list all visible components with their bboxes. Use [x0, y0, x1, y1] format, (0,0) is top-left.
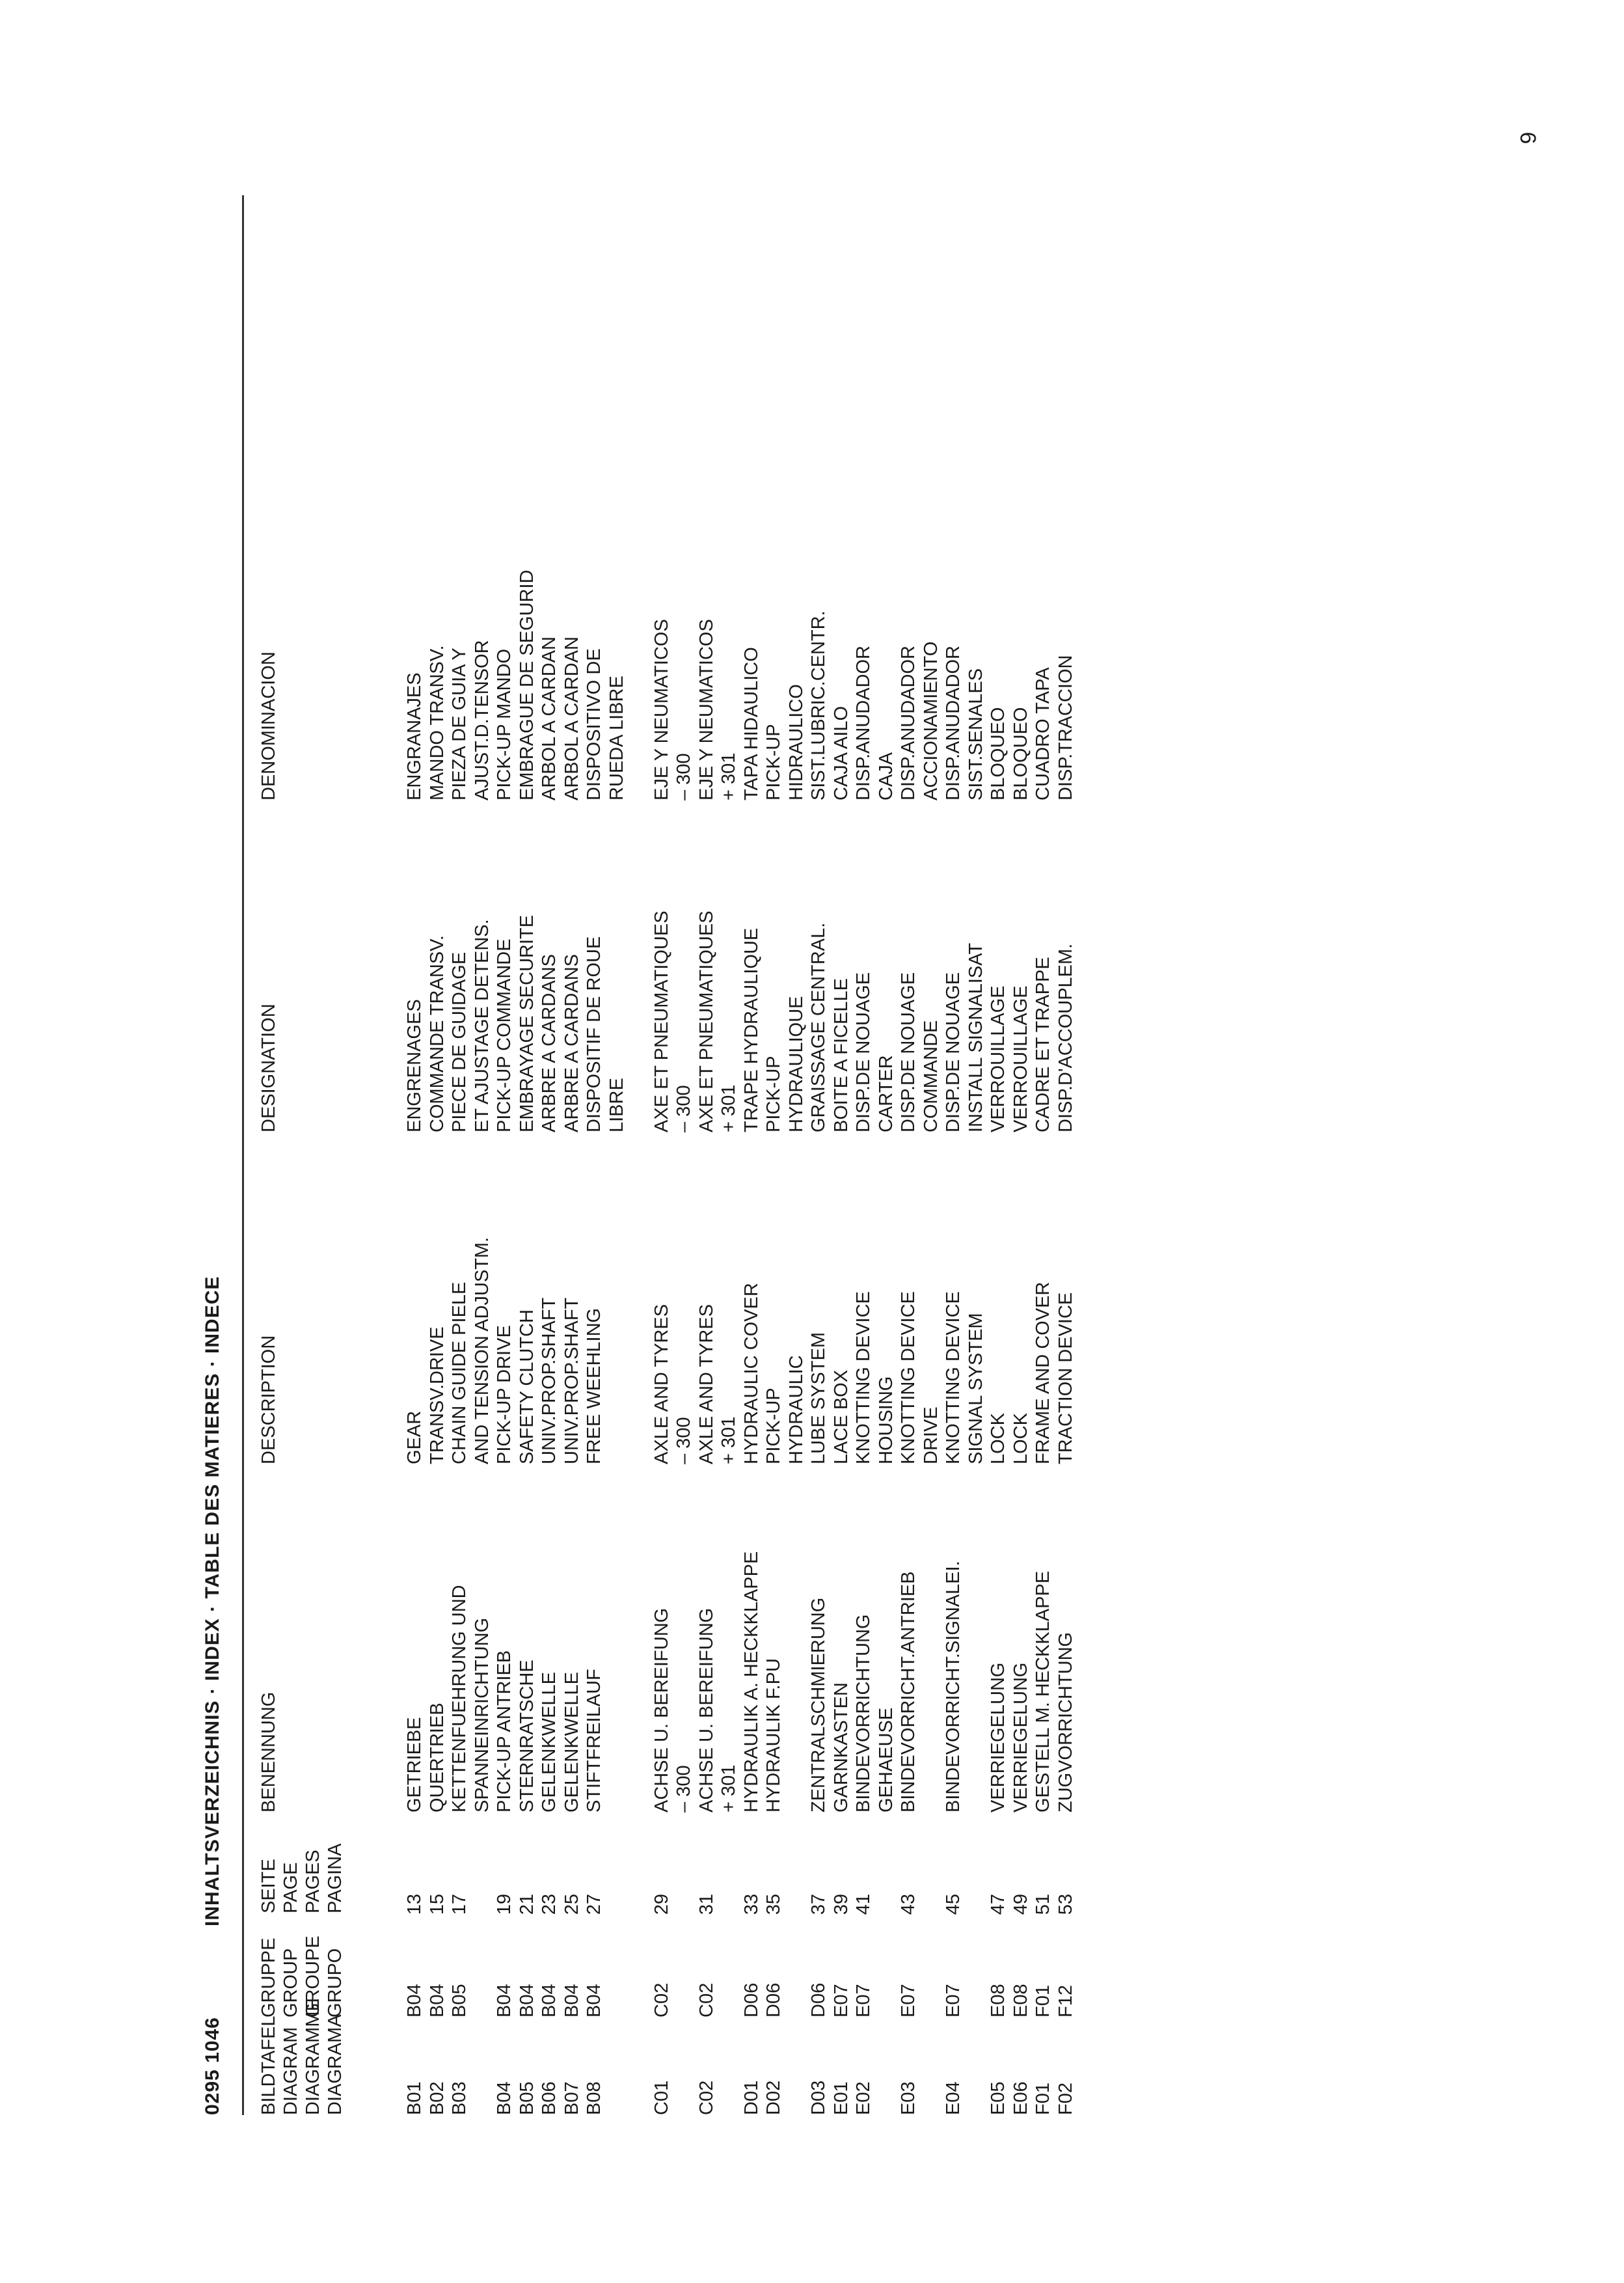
description-cell [1055, 1292, 1077, 1464]
page-cell: 15 [426, 1894, 448, 1915]
benennung-line: VERRIEGELUNG [988, 1662, 1008, 1812]
denominacion-cell [403, 672, 426, 800]
page-cell: 37 [808, 1894, 829, 1915]
diagram-cell: E04 [943, 2081, 964, 2115]
designation-cell [987, 985, 1010, 1132]
column-header-line: GROUP [280, 1948, 301, 2017]
group-cell: B04 [584, 1984, 604, 2017]
designation-cell [740, 928, 763, 1132]
benennung-cell [763, 1658, 785, 1812]
denominacion-cell [830, 706, 853, 800]
benennung-line: GESTELL M. HECKKLAPPE [1033, 1570, 1053, 1812]
document-header [195, 195, 234, 2115]
description-cell [852, 1291, 897, 1464]
denominacion-cell [987, 707, 1010, 800]
benennung-line: GELENKWELLE [539, 1672, 560, 1812]
designation-cell [561, 954, 584, 1132]
column-header-line: DESCRIPTION [258, 1335, 279, 1464]
benennung-cell [942, 1561, 965, 1812]
diagram-cell: D01 [740, 2080, 762, 2115]
denominacion-line: + 301 [718, 752, 739, 800]
benennung-cell [426, 1702, 449, 1812]
designation-cell [1032, 957, 1055, 1132]
denominacion-line: AJUST.D.TENSOR [471, 640, 493, 800]
description-line: LOCK [988, 1413, 1008, 1464]
denominacion-cell [651, 619, 696, 800]
description-line: GEAR [404, 1410, 425, 1464]
designation-line: PICK-UP COMMANDE [494, 938, 515, 1132]
description-line: TRACTION DEVICE [1055, 1292, 1076, 1464]
diagram-cell: B02 [426, 2081, 448, 2115]
description-cell [740, 1283, 763, 1464]
denominacion-line: DISP.ANUDADOR [943, 646, 964, 800]
benennung-cell [403, 1717, 426, 1812]
denominacion-cell [426, 646, 449, 801]
designation-cell [583, 936, 628, 1132]
benennung-line: – 300 [673, 1765, 694, 1812]
group-cell: B04 [494, 1984, 515, 2017]
designation-cell [516, 915, 539, 1132]
designation-line: VERROUILLAGE [1010, 985, 1031, 1132]
page-cell: 21 [516, 1894, 537, 1915]
column-header-line: PAGES [303, 1850, 323, 1913]
column-headers [258, 195, 375, 2115]
page-number: 6 [1515, 131, 1540, 144]
description-cell [403, 1411, 426, 1464]
group-cell: B04 [426, 1984, 448, 2017]
group-cell: C02 [696, 1982, 717, 2017]
benennung-cell [740, 1552, 763, 1812]
description-line: DRIVE [920, 1406, 941, 1464]
diagram-cell: E01 [830, 2081, 852, 2115]
denominacion-line: – 300 [673, 753, 694, 800]
designation-line: PICK-UP [763, 1056, 784, 1132]
designation-line: CARTER [875, 1055, 897, 1132]
designation-line: COMMANDE TRANSV. [426, 935, 448, 1132]
benennung-line: VERRIEGELUNG [1010, 1662, 1031, 1812]
benennung-cell [830, 1682, 853, 1812]
benennung-cell [1010, 1663, 1033, 1812]
diagram-cell: B04 [494, 2081, 515, 2115]
description-line: KNOTTING DEVICE [898, 1291, 919, 1464]
column-header-line: PAGE [280, 1862, 301, 1913]
denominacion-line: DISPOSITIVO DE [584, 648, 604, 800]
group-cell: E08 [988, 1984, 1008, 2017]
diagram-cell: B05 [516, 2081, 537, 2115]
description-line: SIGNAL SYSTEM [965, 1313, 986, 1464]
diagram-cell: E02 [853, 2081, 874, 2115]
designation-line: ET AJUSTAGE DETENS. [471, 919, 493, 1132]
description-line: TRANSV.DRIVE [426, 1326, 448, 1464]
group-cell: D06 [808, 1982, 829, 2017]
denominacion-line: DISP.TRACCION [1055, 655, 1076, 800]
benennung-cell [696, 1608, 740, 1812]
page-cell: 49 [1010, 1894, 1031, 1915]
denominacion-line: HIDRAULICO [785, 684, 807, 800]
benennung-cell [852, 1614, 897, 1812]
benennung-line: PICK-UP ANTRIEB [494, 1650, 515, 1812]
designation-cell [830, 978, 853, 1132]
denominacion-cell [942, 646, 987, 800]
benennung-cell [561, 1672, 584, 1812]
document-title: INHALTSVERZEICHNIS · INDEX · TABLE DES MATIERES · INDECE [202, 1276, 223, 1926]
benennung-line: ACHSE U. BEREIFUNG [696, 1607, 717, 1812]
column-header-line: SEITE [258, 1859, 279, 1913]
denominacion-cell [852, 646, 897, 800]
denominacion-cell [1032, 667, 1055, 800]
denominacion-cell [696, 619, 740, 800]
designation-cell [538, 954, 561, 1132]
designation-cell [403, 999, 426, 1132]
benennung-cell [538, 1672, 561, 1812]
description-line: KNOTTING DEVICE [943, 1291, 964, 1464]
benennung-line: STERNRATSCHE [516, 1660, 537, 1812]
description-line: + 301 [718, 1416, 739, 1464]
denominacion-line: ARBOL A CARDAN [539, 636, 560, 800]
designation-cell [897, 972, 942, 1132]
page-cell: 35 [763, 1894, 784, 1915]
description-cell [561, 1298, 584, 1464]
diagram-cell: C02 [696, 2080, 717, 2115]
diagram-cell: F02 [1055, 2083, 1076, 2115]
denominacion-line: EJE Y NEUMATICOS [696, 619, 717, 800]
description-line: PICK-UP DRIVE [494, 1325, 515, 1464]
page-cell: 51 [1033, 1894, 1053, 1915]
denominacion-cell [1010, 707, 1033, 800]
column-header-description [258, 1335, 280, 1464]
group-cell: E07 [830, 1984, 852, 2017]
page-cell: 19 [494, 1894, 515, 1915]
description-cell [1010, 1413, 1033, 1464]
description-line: KNOTTING DEVICE [853, 1291, 874, 1464]
diagram-cell: F01 [1033, 2083, 1053, 2115]
description-cell [897, 1291, 942, 1464]
designation-cell [426, 935, 449, 1132]
page-cell: 17 [449, 1894, 470, 1915]
denominacion-line: CAJA AILO [830, 705, 852, 800]
diagram-cell: B08 [584, 2081, 604, 2115]
description-line: UNIV.PROP.SHAFT [539, 1297, 560, 1464]
page-cell: 47 [988, 1894, 1008, 1915]
benennung-cell [897, 1571, 920, 1812]
group-cell: B04 [516, 1984, 537, 2017]
group-cell: F01 [1033, 1985, 1053, 2017]
designation-line: LIBRE [606, 1078, 627, 1132]
benennung-line: ZENTRALSCHMIERUNG [808, 1597, 829, 1812]
description-cell [426, 1326, 449, 1464]
group-cell: E08 [1010, 1984, 1031, 2017]
designation-cell [493, 938, 516, 1132]
group-cell: B04 [539, 1984, 560, 2017]
column-header-denominacion [258, 651, 280, 800]
denominacion-line: ARBOL A CARDAN [561, 636, 582, 800]
benennung-cell [1055, 1632, 1077, 1812]
designation-line: COMMANDE [920, 1020, 941, 1132]
column-header-line: GRUPPE [258, 1937, 279, 2017]
column-header-line: DIAGRAMA [325, 2014, 345, 2115]
denominacion-line: RUEDA LIBRE [606, 676, 627, 800]
denominacion-line: DISP.ANUDADOR [898, 646, 919, 800]
benennung-cell [1032, 1571, 1055, 1812]
designation-line: PIECE DE GUIDAGE [449, 951, 470, 1132]
benennung-cell [448, 1585, 493, 1812]
designation-line: BOITE A FICELLE [830, 978, 852, 1132]
description-cell [830, 1370, 853, 1464]
denominacion-cell [897, 642, 942, 800]
column-header-line: BENENNUNG [258, 1691, 279, 1812]
page-cell: 31 [696, 1894, 717, 1915]
description-line: – 300 [673, 1417, 694, 1464]
description-cell [1032, 1282, 1055, 1464]
group-cell: D06 [763, 1982, 784, 2017]
diagram-cell: E06 [1010, 2081, 1031, 2115]
diagram-cell: B03 [449, 2081, 470, 2115]
denominacion-line: BLOQUEO [1010, 707, 1031, 800]
denominacion-line: SIST.SENALES [965, 668, 986, 800]
column-header-group [258, 1935, 346, 2017]
description-line: AXLE AND TYRES [696, 1304, 717, 1464]
column-header-line: DIAGRAM [280, 2027, 301, 2115]
description-line: LOCK [1010, 1413, 1031, 1464]
denominacion-cell [448, 640, 493, 800]
diagram-cell: C01 [651, 2080, 672, 2115]
denominacion-cell [538, 636, 561, 800]
benennung-line: SPANNEINRICHTUNG [471, 1617, 493, 1812]
benennung-line: KETTENFUEHRUNG UND [449, 1585, 470, 1812]
designation-line: DISP.DE NOUAGE [853, 972, 874, 1132]
column-header-line: DESIGNATION [258, 1004, 279, 1132]
page-cell: 27 [584, 1894, 604, 1915]
benennung-line: BINDEVORRICHTUNG [853, 1614, 874, 1812]
denominacion-cell [561, 636, 584, 800]
diagram-cell: B01 [404, 2081, 425, 2115]
description-line: PICK-UP [763, 1388, 784, 1464]
benennung-line: QUERTRIEB [426, 1702, 448, 1812]
denominacion-line: DISP.ANUDADOR [853, 646, 874, 800]
page-cell: 53 [1055, 1894, 1076, 1915]
benennung-line: ZUGVORRICHTUNG [1055, 1632, 1076, 1812]
denominacion-line: EJE Y NEUMATICOS [651, 619, 672, 800]
denominacion-cell [516, 570, 539, 801]
denominacion-line: TAPA HIDAULICO [740, 647, 762, 800]
designation-line: DISP.D'ACCOUPLEM. [1055, 943, 1076, 1132]
description-line: AND TENSION ADJUSTM. [471, 1237, 493, 1464]
diagram-cell: E05 [988, 2081, 1008, 2115]
description-line: SAFETY CLUTCH [516, 1309, 537, 1464]
designation-line: INSTALL SIGNALISAT [965, 942, 986, 1132]
column-header-page [258, 1844, 346, 1913]
description-cell [942, 1291, 987, 1464]
designation-line: DISP.DE NOUAGE [943, 972, 964, 1132]
description-cell [583, 1308, 606, 1464]
benennung-line: + 301 [718, 1764, 739, 1812]
description-cell [448, 1237, 493, 1464]
designation-line: + 301 [718, 1084, 739, 1132]
description-cell [807, 1332, 830, 1464]
benennung-line: ACHSE U. BEREIFUNG [651, 1607, 672, 1812]
column-header-line: GRUPO [325, 1948, 345, 2017]
benennung-line: GELENKWELLE [561, 1672, 582, 1812]
benennung-line: HYDRAULIK A. HECKKLAPPE [740, 1551, 762, 1812]
designation-cell [448, 919, 493, 1132]
designation-cell [696, 910, 740, 1132]
benennung-cell [987, 1663, 1010, 1812]
group-cell: E07 [853, 1984, 874, 2017]
benennung-cell [493, 1650, 516, 1812]
designation-line: DISPOSITIF DE ROUE [584, 936, 604, 1132]
denominacion-line: CAJA [875, 752, 897, 800]
benennung-line: HYDRAULIK F.PU [763, 1658, 784, 1812]
diagram-cell: E03 [898, 2081, 919, 2115]
designation-cell [1055, 944, 1077, 1132]
description-cell [696, 1304, 740, 1464]
description-line: HYDRAULIC COVER [740, 1283, 762, 1464]
diagram-cell: B07 [561, 2081, 582, 2115]
description-line: UNIV.PROP.SHAFT [561, 1297, 582, 1464]
description-line: AXLE AND TYRES [651, 1304, 672, 1464]
denominacion-line: MANDO TRANSV. [426, 645, 448, 800]
description-cell [763, 1355, 807, 1464]
column-header-line: GROUPE [303, 1935, 323, 2017]
benennung-line: GETRIEBE [404, 1717, 425, 1812]
description-cell [516, 1309, 539, 1464]
group-cell: D06 [740, 1982, 762, 2017]
group-cell: F12 [1055, 1985, 1076, 2017]
denominacion-line: PIEZA DE GUIA Y [449, 648, 470, 800]
diagram-cell: D03 [808, 2080, 829, 2115]
denominacion-cell [807, 610, 830, 800]
group-cell: E07 [898, 1984, 919, 2017]
page-cell: 29 [651, 1894, 672, 1915]
designation-cell [807, 923, 830, 1132]
benennung-cell [807, 1598, 830, 1812]
designation-line: EMBRAYAGE SECURITE [516, 914, 537, 1132]
description-cell [987, 1413, 1010, 1464]
designation-line: GRAISSAGE CENTRAL. [808, 922, 829, 1132]
group-cell: B04 [561, 1984, 582, 2017]
benennung-cell [651, 1608, 696, 1812]
group-cell: B05 [449, 1984, 470, 2017]
denominacion-line: CUADRO TAPA [1033, 667, 1053, 800]
page-cell: 39 [830, 1894, 852, 1915]
designation-line: DISP.DE NOUAGE [898, 972, 919, 1132]
description-line: LACE BOX [830, 1369, 852, 1464]
column-header-line: BILDTAFEL [258, 2016, 279, 2115]
denominacion-line: BLOQUEO [988, 707, 1008, 800]
page-cell: 23 [539, 1894, 560, 1915]
denominacion-cell [740, 647, 763, 800]
designation-line: ARBRE A CARDANS [539, 954, 560, 1132]
denominacion-line: PICK-UP [763, 724, 784, 800]
denominacion-cell [1055, 655, 1077, 800]
designation-line: HYDRAULIQUE [785, 996, 807, 1132]
column-header-designation [258, 1004, 280, 1132]
benennung-line: GARNKASTEN [830, 1682, 852, 1812]
group-cell: B04 [404, 1984, 425, 2017]
column-header-line: DIAGRAMME [303, 1999, 323, 2115]
designation-cell [651, 910, 696, 1132]
denominacion-cell [763, 684, 807, 800]
denominacion-cell [493, 649, 516, 800]
column-header-benennung [258, 1692, 280, 1812]
diagram-cell: B06 [539, 2081, 560, 2115]
designation-line: TRAPE HYDRAULIQUE [740, 927, 762, 1132]
designation-line: CADRE ET TRAPPE [1033, 957, 1053, 1132]
denominacion-line: SIST.LUBRIC.CENTR. [808, 610, 829, 800]
designation-cell [942, 943, 987, 1132]
benennung-line: STIFTFREILAUF [584, 1669, 604, 1812]
index-page [195, 195, 1431, 2115]
denominacion-cell [583, 648, 628, 800]
group-cell: C02 [651, 1982, 672, 2017]
benennung-line: GEHAEUSE [875, 1707, 897, 1812]
page-cell: 33 [740, 1894, 762, 1915]
page-cell: 25 [561, 1894, 582, 1915]
denominacion-line: ENGRANAJES [404, 672, 425, 800]
page-cell: 41 [853, 1894, 874, 1915]
designation-line: – 300 [673, 1085, 694, 1132]
document-code: 0295 1046 [202, 2017, 223, 2115]
description-line: LUBE SYSTEM [808, 1332, 829, 1464]
denominacion-line: ACCIONAMIENTO [920, 641, 941, 800]
header-rule [242, 195, 244, 2115]
diagram-cell: D02 [763, 2080, 784, 2115]
page-cell: 13 [404, 1894, 425, 1915]
benennung-line: BINDEVORRICHT.SIGNALEI. [943, 1561, 964, 1812]
designation-line: ENGRENAGES [404, 999, 425, 1132]
designation-line: AXE ET PNEUMATIQUES [651, 910, 672, 1132]
denominacion-line: PICK-UP MANDO [494, 648, 515, 800]
page-cell: 43 [898, 1894, 919, 1915]
denominacion-line: EMBRAGUE DE SEGURID [516, 569, 537, 800]
designation-cell [763, 996, 807, 1133]
description-line: CHAIN GUIDE PIELE [449, 1281, 470, 1464]
description-line: FREE WEEHLING [584, 1307, 604, 1464]
benennung-cell [583, 1669, 606, 1812]
column-header-line: DENOMINACION [258, 651, 279, 800]
description-line: HOUSING [875, 1376, 897, 1464]
designation-line: VERROUILLAGE [988, 985, 1008, 1132]
column-header-line: PAGINA [325, 1843, 345, 1913]
designation-line: AXE ET PNEUMATIQUES [696, 910, 717, 1132]
description-cell [538, 1298, 561, 1464]
description-line: FRAME AND COVER [1033, 1281, 1053, 1464]
description-cell [493, 1325, 516, 1464]
benennung-line: BINDEVORRICHT.ANTRIEB [898, 1571, 919, 1812]
group-cell: E07 [943, 1984, 964, 2017]
benennung-cell [516, 1660, 539, 1812]
designation-line: ARBRE A CARDANS [561, 954, 582, 1132]
description-line: HYDRAULIC [785, 1355, 807, 1464]
description-cell [651, 1304, 696, 1464]
designation-cell [1010, 985, 1033, 1132]
page-cell: 45 [943, 1894, 964, 1915]
designation-cell [852, 972, 897, 1132]
